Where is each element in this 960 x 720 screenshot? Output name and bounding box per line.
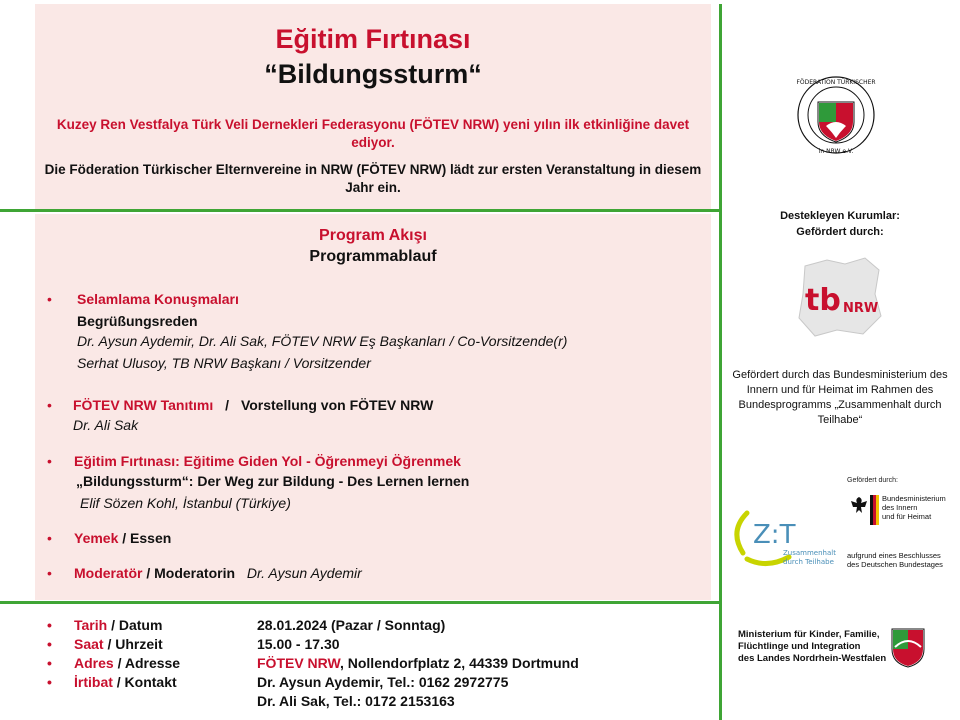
nrw-ministry-line-3: des Landes Nordrhein-Westfalen — [738, 653, 887, 664]
details-row-contact — [47, 674, 509, 690]
program-item-4-de: Essen — [130, 530, 172, 546]
contact-label-tr: İrtibat — [74, 674, 113, 690]
eagle-icon — [847, 495, 871, 515]
program-item-4-tr: Yemek — [74, 530, 119, 546]
program-item-4-sep: / — [122, 530, 127, 546]
nrw-ministry — [738, 629, 886, 665]
program-item-1-title: Selamlama Konuşmaları — [77, 291, 239, 307]
bmi-name-line-2: des Innern — [882, 503, 918, 512]
program-item-4-title — [74, 530, 171, 546]
bullet-icon: • — [47, 530, 52, 546]
bullet-icon: • — [47, 453, 52, 469]
program-item-2-title — [73, 397, 433, 413]
program-title-turkish: Program Akışı — [319, 227, 427, 244]
time-label — [74, 636, 163, 652]
flag-gold — [876, 495, 879, 525]
title-turkish: Eğitim Fırtınası — [275, 24, 471, 54]
funding-text: Gefördert durch das Bundesministerium des Innern und für Heimat im Rahmen des Bundesprogramms „Zusammenhalt durch Teilhabe“ — [732, 369, 948, 426]
bullet-icon: • — [47, 291, 52, 307]
invite-turkish: Kuzey Ren Vestfalya Türk Veli Dernekleri Federasyonu (FÖTEV NRW) yeni yılın ilk etkinliğine davet ediyor. — [56, 117, 690, 150]
bmi-name-line-1: Bundesministerium — [882, 494, 946, 503]
program-item-2-tr: FÖTEV NRW Tanıtımı — [73, 397, 214, 413]
vertical-divider — [719, 4, 722, 720]
address-label — [74, 655, 180, 671]
program-item-3-speaker: Elif Sözen Kohl, İstanbul (Türkiye) — [80, 495, 291, 511]
contact-value-1: Dr. Aysun Aydemir, Tel.: 0162 2972775 — [257, 674, 509, 690]
program-item-3-subtitle: „Bildungssturm“: Der Weg zur Bildung - Des Lernen lernen — [76, 473, 470, 489]
address-label-tr: Adres — [74, 655, 114, 671]
zdt-letters: Z:T — [753, 520, 796, 550]
foetev-logo — [788, 74, 884, 156]
contact-value-2: Dr. Ali Sak, Tel.: 0172 2153163 — [257, 693, 455, 709]
program-item-5-sep: / — [146, 565, 151, 581]
nrw-ministry-line-1: Ministerium für Kinder, Familie, — [738, 629, 880, 640]
supporters-label-tr: Destekleyen Kurumlar: — [780, 210, 900, 222]
nrw-ministry-line-2: Flüchtlinge und Integration — [738, 641, 861, 652]
program-item-1-subtitle: Begrüßungsreden — [77, 313, 198, 329]
bullet-icon: • — [47, 617, 52, 633]
bullet-icon: • — [47, 655, 52, 671]
bmi-resolution-line-2: des Deutschen Bundestages — [847, 560, 943, 569]
details-row-time — [47, 636, 340, 652]
bmi-name — [882, 494, 946, 521]
svg-text:FÖDERATION TÜRKISCHER: FÖDERATION TÜRKISCHER — [796, 79, 876, 86]
zdt-logo — [733, 503, 837, 567]
program-item-3-title: Eğitim Fırtınası: Eğitime Giden Yol - Öğrenmeyi Öğrenmek — [74, 453, 461, 469]
tb-nrw-logo — [787, 254, 887, 340]
contact-label-de: / Kontakt — [116, 674, 177, 690]
bmi-resolution — [847, 551, 943, 569]
address-label-de: / Adresse — [117, 655, 181, 671]
address-value — [257, 655, 579, 671]
title-german: “Bildungssturm“ — [264, 59, 482, 89]
program-item-5-title — [74, 565, 362, 581]
program-item-5-speaker: Dr. Aysun Aydemir — [246, 565, 362, 581]
date-label — [74, 617, 162, 633]
details-row-date — [47, 617, 446, 633]
nrw-coat-of-arms-icon — [890, 627, 926, 669]
bullet-icon: • — [47, 565, 52, 581]
svg-text:in NRW e.V.: in NRW e.V. — [818, 148, 854, 155]
bmi-gefoerdert: Gefördert durch: — [847, 477, 898, 484]
bullet-icon: • — [47, 397, 52, 413]
date-label-de: / Datum — [111, 617, 163, 633]
time-label-de: / Uhrzeit — [107, 636, 163, 652]
date-value: 28.01.2024 (Pazar / Sonntag) — [257, 617, 446, 633]
program-item-1-speaker-1: Dr. Aysun Aydemir, Dr. Ali Sak, FÖTEV NRW Eş Başkanları / Co-Vorsitzende(r) — [77, 333, 568, 349]
invite-german: Die Föderation Türkischer Elternvereine in NRW (FÖTEV NRW) lädt zur ersten Veranstaltung in diesem Jahr ein. — [44, 162, 702, 195]
bullet-icon: • — [47, 674, 52, 690]
program-item-2-sep: / — [225, 397, 230, 413]
zdt-sub-1: Zusammenhalt — [783, 549, 836, 557]
supporters-label-de: Gefördert durch: — [796, 226, 884, 238]
program-item-2-de: Vorstellung von FÖTEV NRW — [240, 397, 434, 413]
time-value: 15.00 - 17.30 — [257, 636, 340, 652]
divider-top — [0, 209, 719, 212]
address-org: FÖTEV NRW — [257, 655, 340, 671]
bmi-resolution-line-1: aufgrund eines Beschlusses — [847, 551, 941, 560]
address-street: , Nollendorfplatz 2, 44339 Dortmund — [339, 655, 579, 671]
program-item-5-tr: Moderatör — [74, 565, 143, 581]
details-row-address — [47, 655, 579, 671]
bullet-icon: • — [47, 636, 52, 652]
tb-letters: tb — [805, 283, 841, 318]
date-label-tr: Tarih — [74, 617, 108, 633]
program-item-2-speaker: Dr. Ali Sak — [73, 417, 139, 433]
program-item-1-speaker-2: Serhat Ulusoy, TB NRW Başkanı / Vorsitzender — [77, 355, 371, 371]
zdt-sub-2: durch Teilhabe — [783, 558, 834, 566]
tb-nrw-letters: NRW — [843, 301, 879, 316]
program-item-5-de: Moderatorin — [154, 565, 236, 581]
divider-bottom — [0, 601, 719, 604]
contact-label — [74, 674, 177, 690]
time-label-tr: Saat — [74, 636, 104, 652]
bmi-name-line-3: und für Heimat — [882, 512, 932, 521]
program-title-german: Programmablauf — [309, 248, 437, 265]
